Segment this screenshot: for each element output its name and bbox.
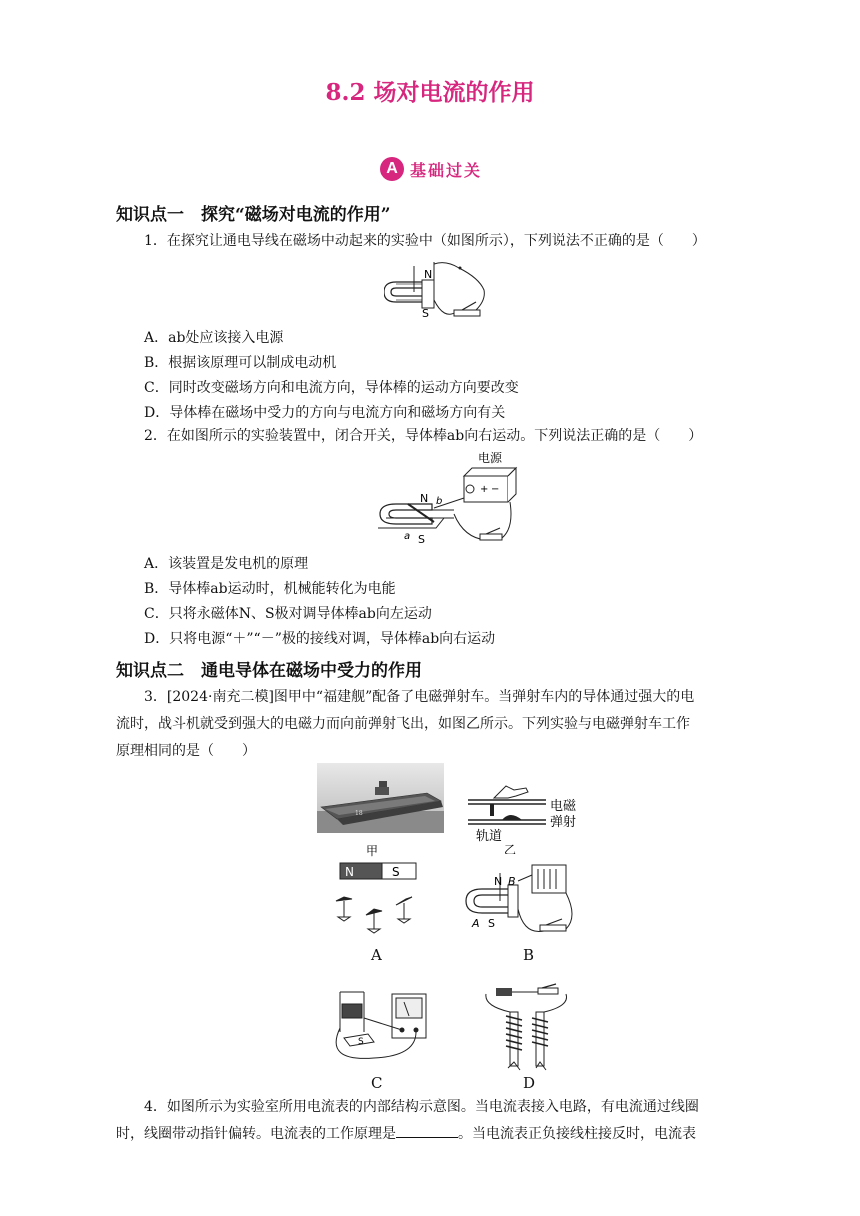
- section-heading-1: 知识点一 探究“磁场对电流的作用”: [116, 205, 391, 225]
- page-title: 8.2 场对电流的作用: [325, 79, 535, 106]
- q1-option-a: A．ab处应该接入电源: [144, 330, 284, 346]
- q3-catapult-diagram: [462, 776, 592, 854]
- q4-line-2-start: 时，线圈带动指针偏转。电流表的工作原理是: [116, 1126, 396, 1142]
- q3-a-s: S: [392, 865, 400, 879]
- q2-figure: [376, 448, 521, 548]
- q2-option-d: D．只将电源“＋”“－”极的接线对调，导体棒ab向右运动: [144, 631, 496, 647]
- q3-a-n: N: [345, 865, 354, 879]
- q3-fig-tanshe: 弹射: [550, 815, 577, 830]
- q3-b-bsmall: B: [508, 875, 516, 888]
- q1-fig-n: N: [424, 268, 433, 281]
- q1-figure: [384, 260, 494, 322]
- q3-option-d-label: D: [523, 1074, 536, 1092]
- q3-fig-dianci: 电磁: [550, 799, 577, 814]
- q2-fig-a: a: [404, 531, 411, 542]
- q4-answer-blank[interactable]: [396, 1125, 458, 1138]
- q3-b-s: S: [488, 917, 495, 930]
- q4-line-2-end: 。当电流表正负接线柱接反时，电流表: [458, 1126, 696, 1142]
- q4-line-1: 4．如图所示为实验室所用电流表的内部结构示意图。当电流表接入电路，有电流通过线圈: [144, 1099, 699, 1115]
- svg-text:18: 18: [355, 810, 363, 817]
- q3-carrier-photo: [317, 763, 444, 833]
- q2-fig-power: 电源: [478, 451, 503, 465]
- q2-fig-minus: −: [491, 484, 500, 495]
- q3-option-a-figure: [330, 861, 430, 951]
- q3-line-1: 3．[2024·南充二模]图甲中“福建舰”配备了电磁弹射车。当弹射车内的导体通过强大的电: [144, 689, 695, 705]
- q3-fig-jia: 甲: [366, 844, 379, 858]
- q3-c-s: S: [358, 1037, 364, 1047]
- q3-b-n: N: [494, 875, 503, 888]
- q2-fig-plus: +: [480, 484, 489, 495]
- q2-option-b: B．导体棒ab运动时，机械能转化为电能: [144, 581, 396, 597]
- q3-option-c-label: C: [371, 1074, 383, 1092]
- q1-option-c: C．同时改变磁场方向和电流方向，导体棒的运动方向要改变: [144, 380, 519, 396]
- badge-letter: A: [380, 157, 404, 181]
- q1-fig-s: S: [422, 307, 429, 320]
- q2-fig-b: b: [436, 496, 443, 507]
- q2-stem: 2．在如图所示的实验装置中，闭合开关，导体棒ab向右运动。下列说法正确的是（ ）: [144, 428, 703, 444]
- q1-stem: 1．在探究让通电导线在磁场中动起来的实验中（如图所示），下列说法不正确的是（ ）: [144, 233, 706, 249]
- q2-option-a: A．该装置是发电机的原理: [144, 556, 309, 572]
- q3-option-b-figure: [462, 861, 582, 939]
- q3-option-a-label: A: [371, 946, 382, 964]
- q3-option-c-figure: [324, 988, 434, 1068]
- badge-text: 基础过关: [410, 160, 483, 180]
- q2-fig-n: N: [420, 492, 429, 505]
- q3-fig-jia-wrap: [366, 843, 386, 863]
- section-heading-2: 知识点二 通电导体在磁场中受力的作用: [116, 661, 422, 681]
- q3-line-3: 原理相同的是（ ）: [116, 743, 256, 759]
- q3-b-asmall: A: [472, 917, 480, 930]
- q3-option-d-figure: [480, 982, 575, 1076]
- q2-fig-s: S: [418, 533, 425, 546]
- q1-option-d: D．导体棒在磁场中受力的方向与电流方向和磁场方向有关: [144, 405, 506, 421]
- q2-option-c: C．只将永磁体N、S极对调导体棒ab向左运动: [144, 606, 432, 622]
- q3-line-2: 流时，战斗机就受到强大的电磁力而向前弹射飞出，如图乙所示。下列实验与电磁弹射车工作: [116, 716, 690, 732]
- q4-line-2: [116, 1125, 696, 1143]
- q3-option-b-label: B: [523, 946, 535, 964]
- q3-fig-guidao: 轨道: [476, 829, 503, 844]
- q1-option-b: B．根据该原理可以制成电动机: [144, 355, 337, 371]
- section-badge: [380, 157, 482, 181]
- q3-fig-yi: 乙: [504, 843, 517, 854]
